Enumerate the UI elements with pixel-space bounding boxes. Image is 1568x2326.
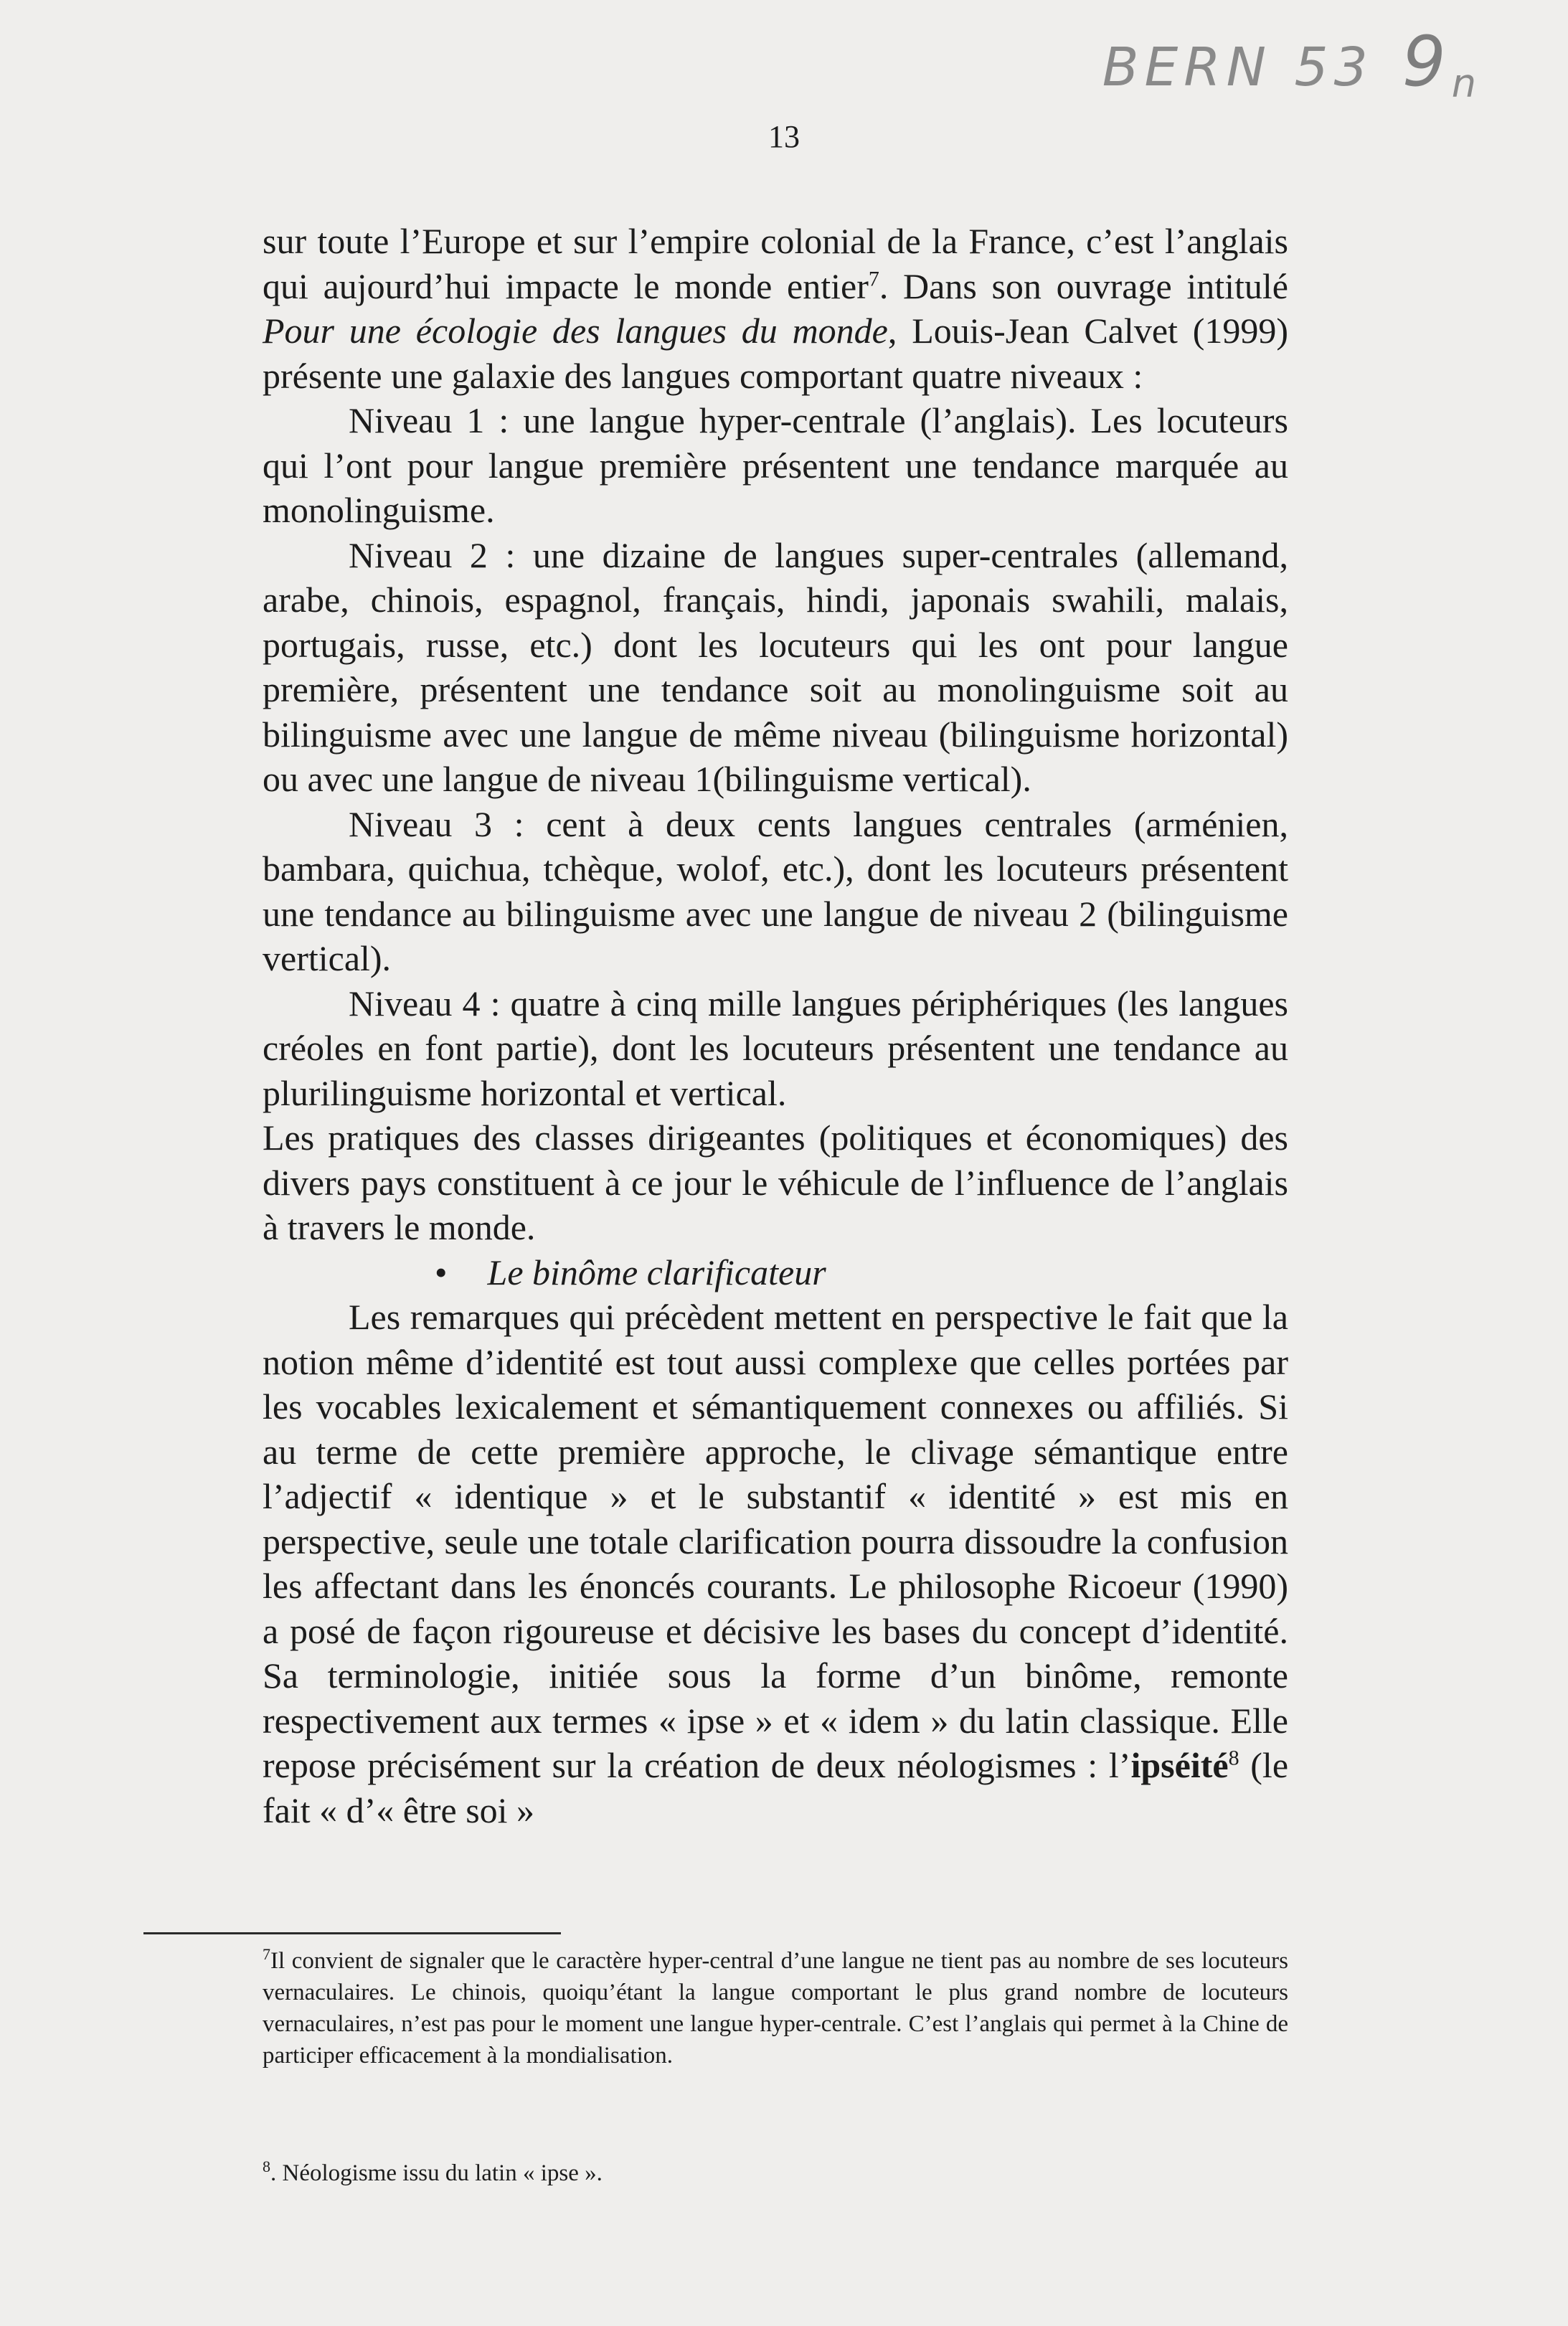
- annotation-code: BERN 53: [1102, 37, 1374, 98]
- book-title: Pour une écologie des langues du monde: [263, 311, 888, 351]
- footnote-8: $^8$. Néologisme issu du latin « ipse ».: [263, 2157, 603, 2186]
- footnote-8-marker: 8: [263, 2157, 270, 2175]
- paragraph-remarques: Les remarques qui précèdent mettent en perspective le fait que la notion même d’identité est tout aussi complexe que celles portées par les vocables lexicalement et sémantiquement connexes ou affiliés. Si au terme de cette première approche, le clivage sémantique entre l’adjectif « identique » et le substantif « identité » est mis en perspective, seule une totale clarification pourra dissoudre la confusion les affectant dans les énoncés courants. Le philosophe Ricoeur (1990) a posé de façon rigoureuse et décisive les bases du concept d’identité. Sa terminologie, initiée sous la forme d’un binôme, remonte respectivement aux termes « ipse » et « idem » du latin classique. Elle repose précisément sur la création de deux néologismes : l’ipséité$^8$ (le fait « d’« être soi »: [263, 1297, 1289, 1830]
- footnote-ref-8[interactable]: 8: [1228, 1746, 1239, 1770]
- footnote-7: $^7$Il convient de signaler que le caractère hyper-central d’une langue ne tient pas au nombre de ses locuteurs vernaculaires. Le chinois, quoiqu’étant la langue comportant le plus grand nombre de locuteurs vernaculaires, n’est pas pour le moment une langue hyper-centrale. C’est l’anglais qui permet à la Chine de participer efficacement à la mondialisation.: [263, 1945, 1288, 2069]
- footnote-divider: [143, 1932, 561, 1934]
- bullet-icon: •: [435, 1252, 448, 1292]
- footnotes: [263, 1945, 1288, 2189]
- annotation-number: 9: [1402, 22, 1452, 102]
- section-heading: [263, 1250, 1288, 1295]
- paragraph-pratiques: Les pratiques des classes dirigeantes (politiques et économiques) des divers pays constituent à ce jour le véhicule de l’influence de l’anglais à travers le monde.: [263, 1117, 1288, 1247]
- footnote-ref-7[interactable]: 7: [868, 266, 879, 290]
- handwritten-annotation: [1102, 22, 1482, 106]
- term-ipseite: ipséité: [1130, 1745, 1229, 1785]
- paragraph-niveau-3: Niveau 3 : cent à deux cents langues centrales (arménien, bambara, quichua, tchèque, wolof, etc.), dont les locuteurs présentent une tendance au bilinguisme avec une langue de niveau 2 (bilinguisme vertical).: [263, 803, 1288, 978]
- paragraph-niveau-4: Niveau 4 : quatre à cinq mille langues périphériques (les langues créoles en font partie), dont les locuteurs présentent une tendance au plurilinguisme horizontal et vertical.: [263, 983, 1288, 1113]
- annotation-suffix: n: [1451, 60, 1482, 106]
- paragraph-niveau-2: Niveau 2 : une dizaine de langues super-centrales (allemand, arabe, chinois, espagnol, français, hindi, japonais swahili, malais, portugais, russe, etc.) dont les locuteurs qui les ont pour langue première, présentent une tendance soit au monolinguisme soit au bilinguisme avec une langue de même niveau (bilinguisme horizontal) ou avec une langue de niveau 1(bilinguisme vertical).: [263, 534, 1288, 799]
- footnote-7-marker: 7: [263, 1945, 270, 1963]
- body-text: [263, 219, 1288, 1833]
- paragraph-niveau-1: Niveau 1 : une langue hyper-centrale (l’anglais). Les locuteurs qui l’ont pour langue première présentent une tendance marquée au monolinguisme.: [263, 400, 1288, 530]
- page-number: 13: [768, 119, 800, 154]
- paragraph-intro: sur toute l’Europe et sur l’empire colonial de la France, c’est l’anglais qui aujourd’hui impacte le monde entier$^7$. Dans son ouvrage intitulé Pour une écologie des langues du monde, Louis-Jean Calvet (1999) présente une galaxie des langues comportant quatre niveaux :: [263, 221, 1289, 396]
- section-heading-text: Le binôme clarificateur: [487, 1252, 826, 1292]
